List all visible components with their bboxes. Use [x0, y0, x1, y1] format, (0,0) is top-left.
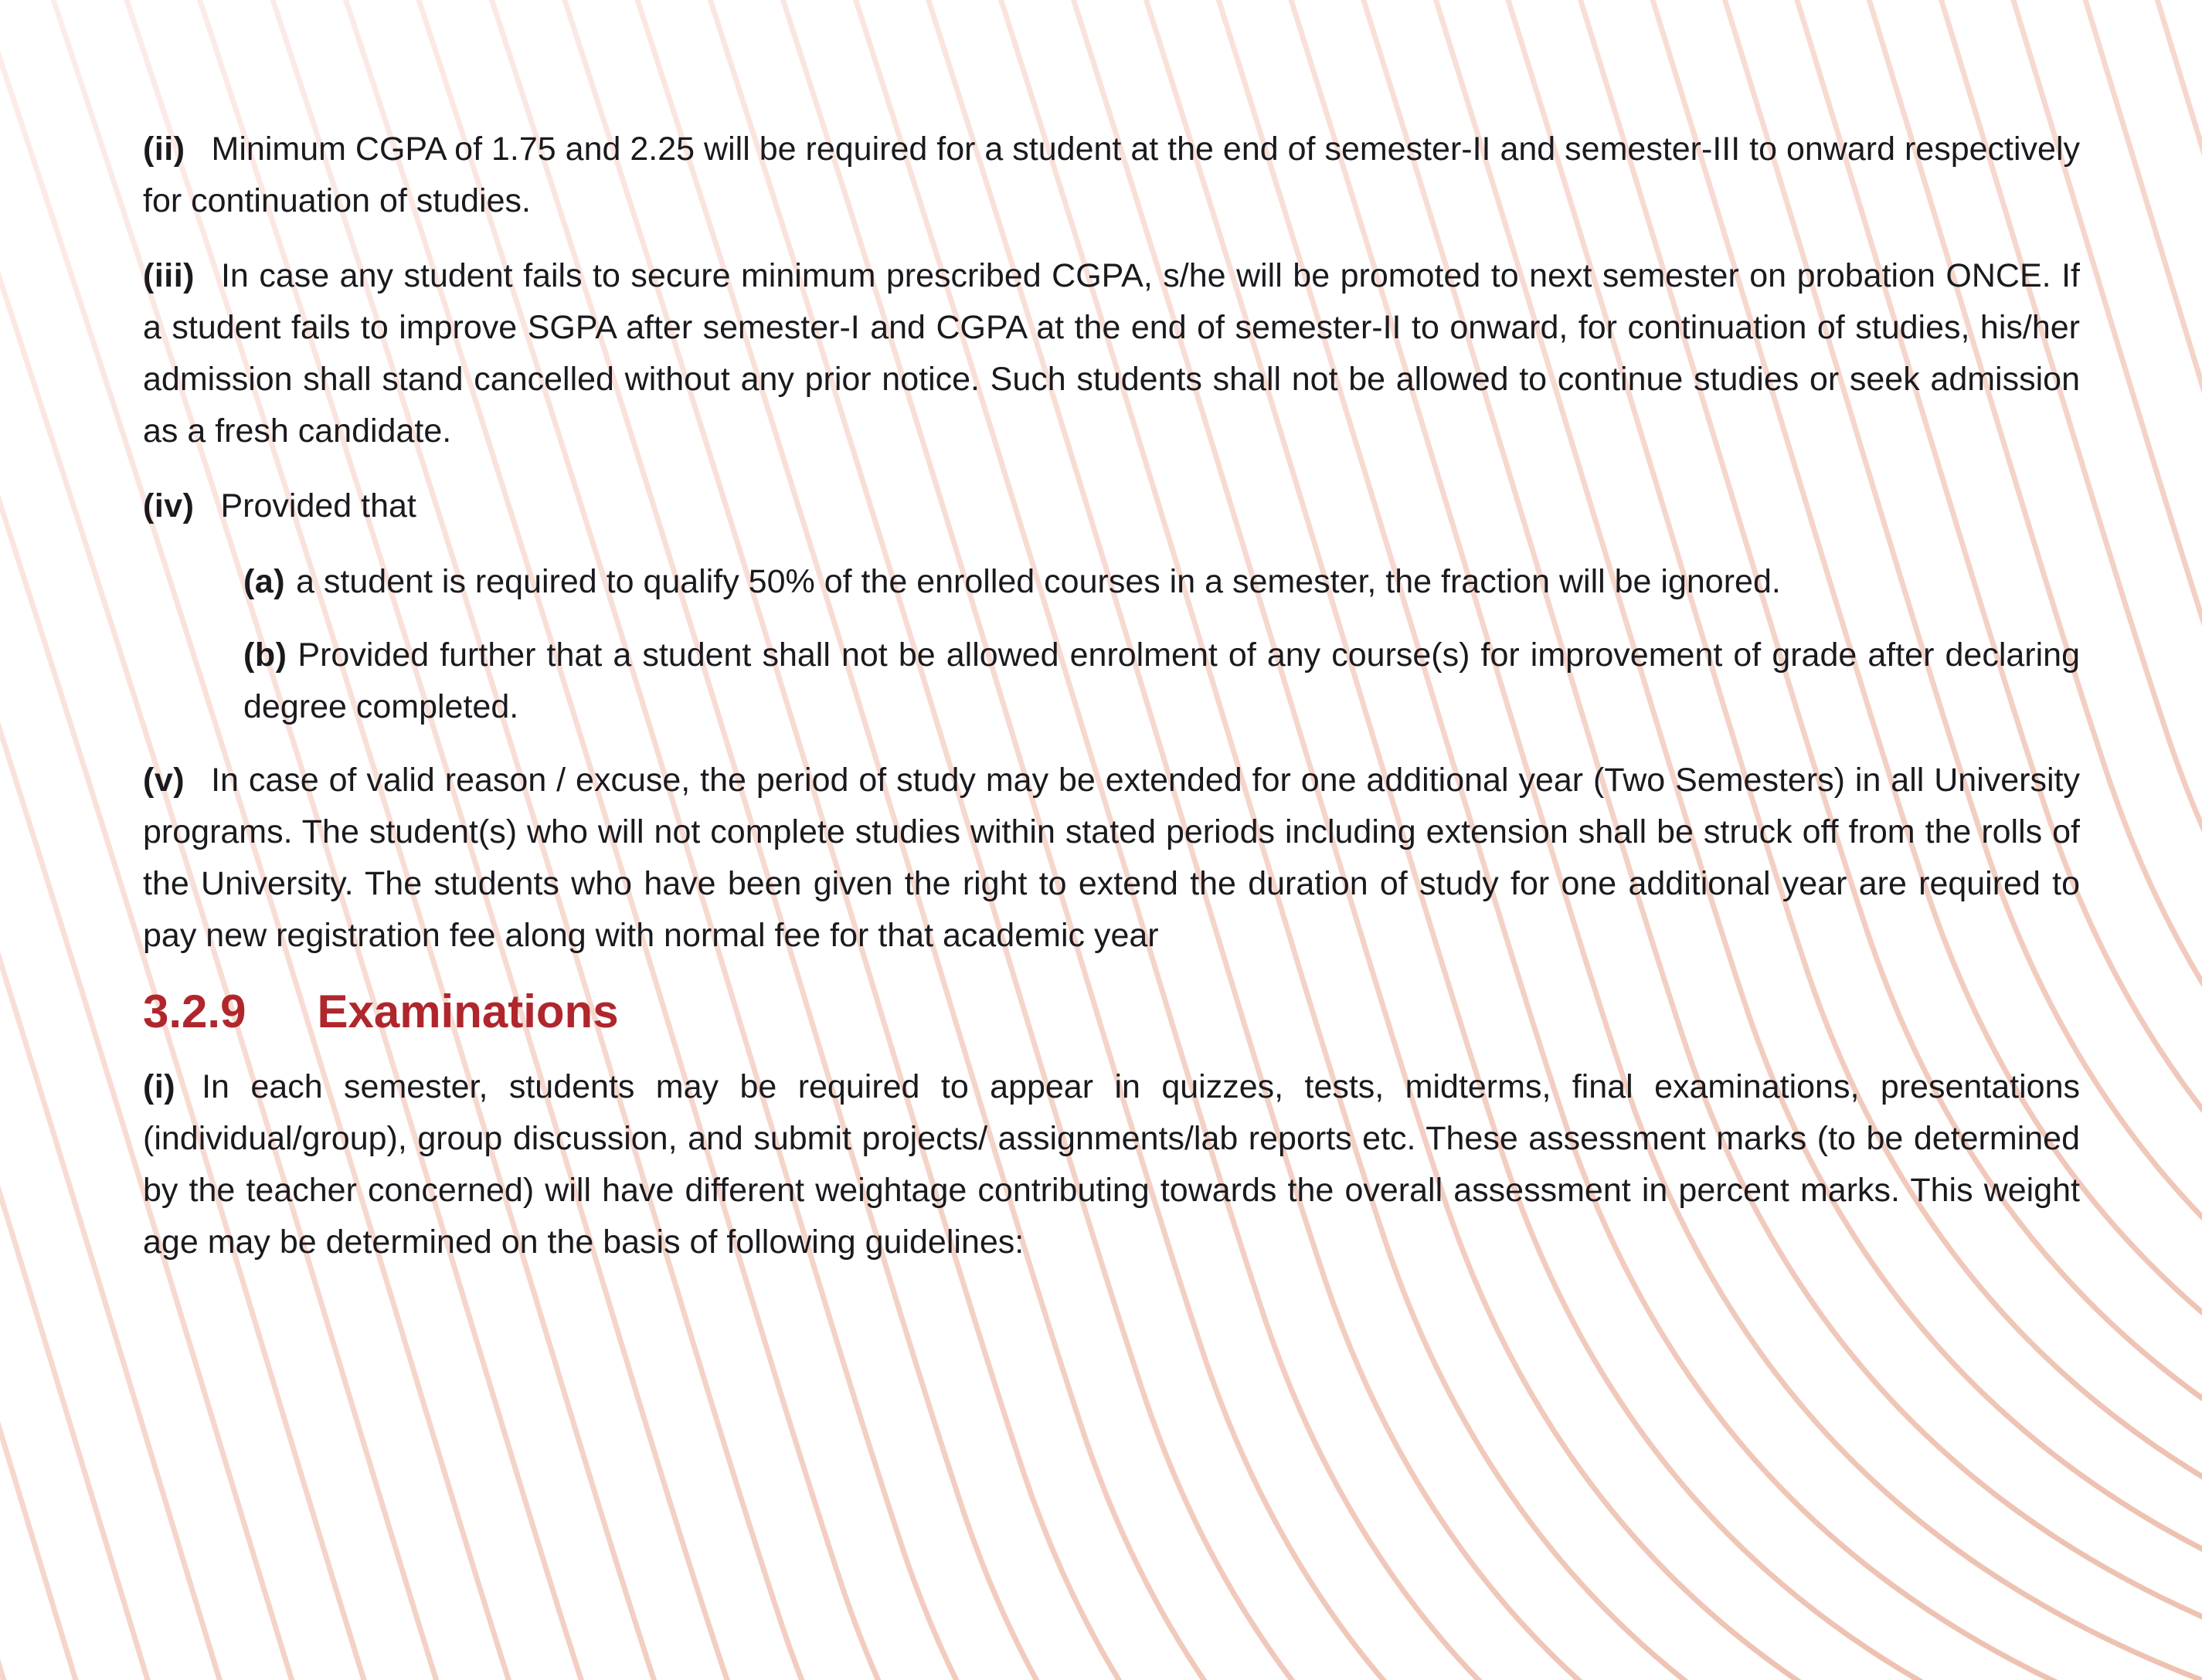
clause-ii-label: (ii): [143, 131, 185, 168]
clause-v: [143, 755, 2080, 962]
subclause-b-label: (b): [243, 636, 287, 674]
clause-i-text: In each semester, students may be required to appear in quizzes, tests, midterms, final examinations, presentations (individual/group), group discussion, and submit projects/ assignments/lab reports etc. These assessment marks (to be determined by the teacher concerned) will have different weightage contributing towards the overall assessment in percent marks. This weight age may be determined on the basis of following guidelines:: [143, 1068, 2080, 1261]
clause-ii: [143, 124, 2080, 227]
subclause-a-text: a student is required to qualify 50% of the enrolled courses in a semester, the fraction will be ignored.: [296, 562, 1781, 600]
clause-iv: [143, 480, 2080, 532]
clause-ii-text: Minimum CGPA of 1.75 and 2.25 will be required for a student at the end of semester-II and semester-III to onward respectively for continuation of studies.: [143, 131, 2080, 220]
subclause-a-label: (a): [243, 562, 286, 600]
clause-v-label: (v): [143, 761, 185, 799]
document-content: [143, 124, 2080, 1291]
clause-v-text: In case of valid reason / excuse, the period of study may be extended for one additional year (Two Semesters) in all University programs. The student(s) who will not complete studies within stated periods including extension shall be struck off from the rolls of the University. The students who have been given the right to extend the duration of study for one additional year are required to pay new registration fee along with normal fee for that academic year: [143, 761, 2080, 955]
section-number: 3.2.9: [143, 986, 246, 1038]
clause-iii: [143, 250, 2080, 457]
section-title: Examinations: [317, 986, 619, 1038]
clause-iii-text: In case any student fails to secure minimum prescribed CGPA, s/he will be promoted to next semester on probation ONCE. If a student fails to improve SGPA after semester-I and CGPA at the end of semester-II to onward, for continuation of studies, his/her admission shall stand cancelled without any prior notice. Such students shall not be allowed to continue studies or seek admission as a fresh candidate.: [143, 257, 2080, 450]
section-heading: [143, 985, 2080, 1038]
subclause-b-text: Provided further that a student shall not be allowed enrolment of any course(s) for improvement of grade after declaring degree completed.: [243, 636, 2080, 725]
clause-iv-label: (iv): [143, 487, 195, 525]
clause-i-label: (i): [143, 1068, 176, 1106]
subclause-a: [243, 556, 2080, 608]
clause-iv-text: Provided that: [220, 487, 416, 525]
clause-i: [143, 1061, 2080, 1268]
subclause-b: [243, 630, 2080, 733]
clause-iii-label: (iii): [143, 257, 195, 295]
